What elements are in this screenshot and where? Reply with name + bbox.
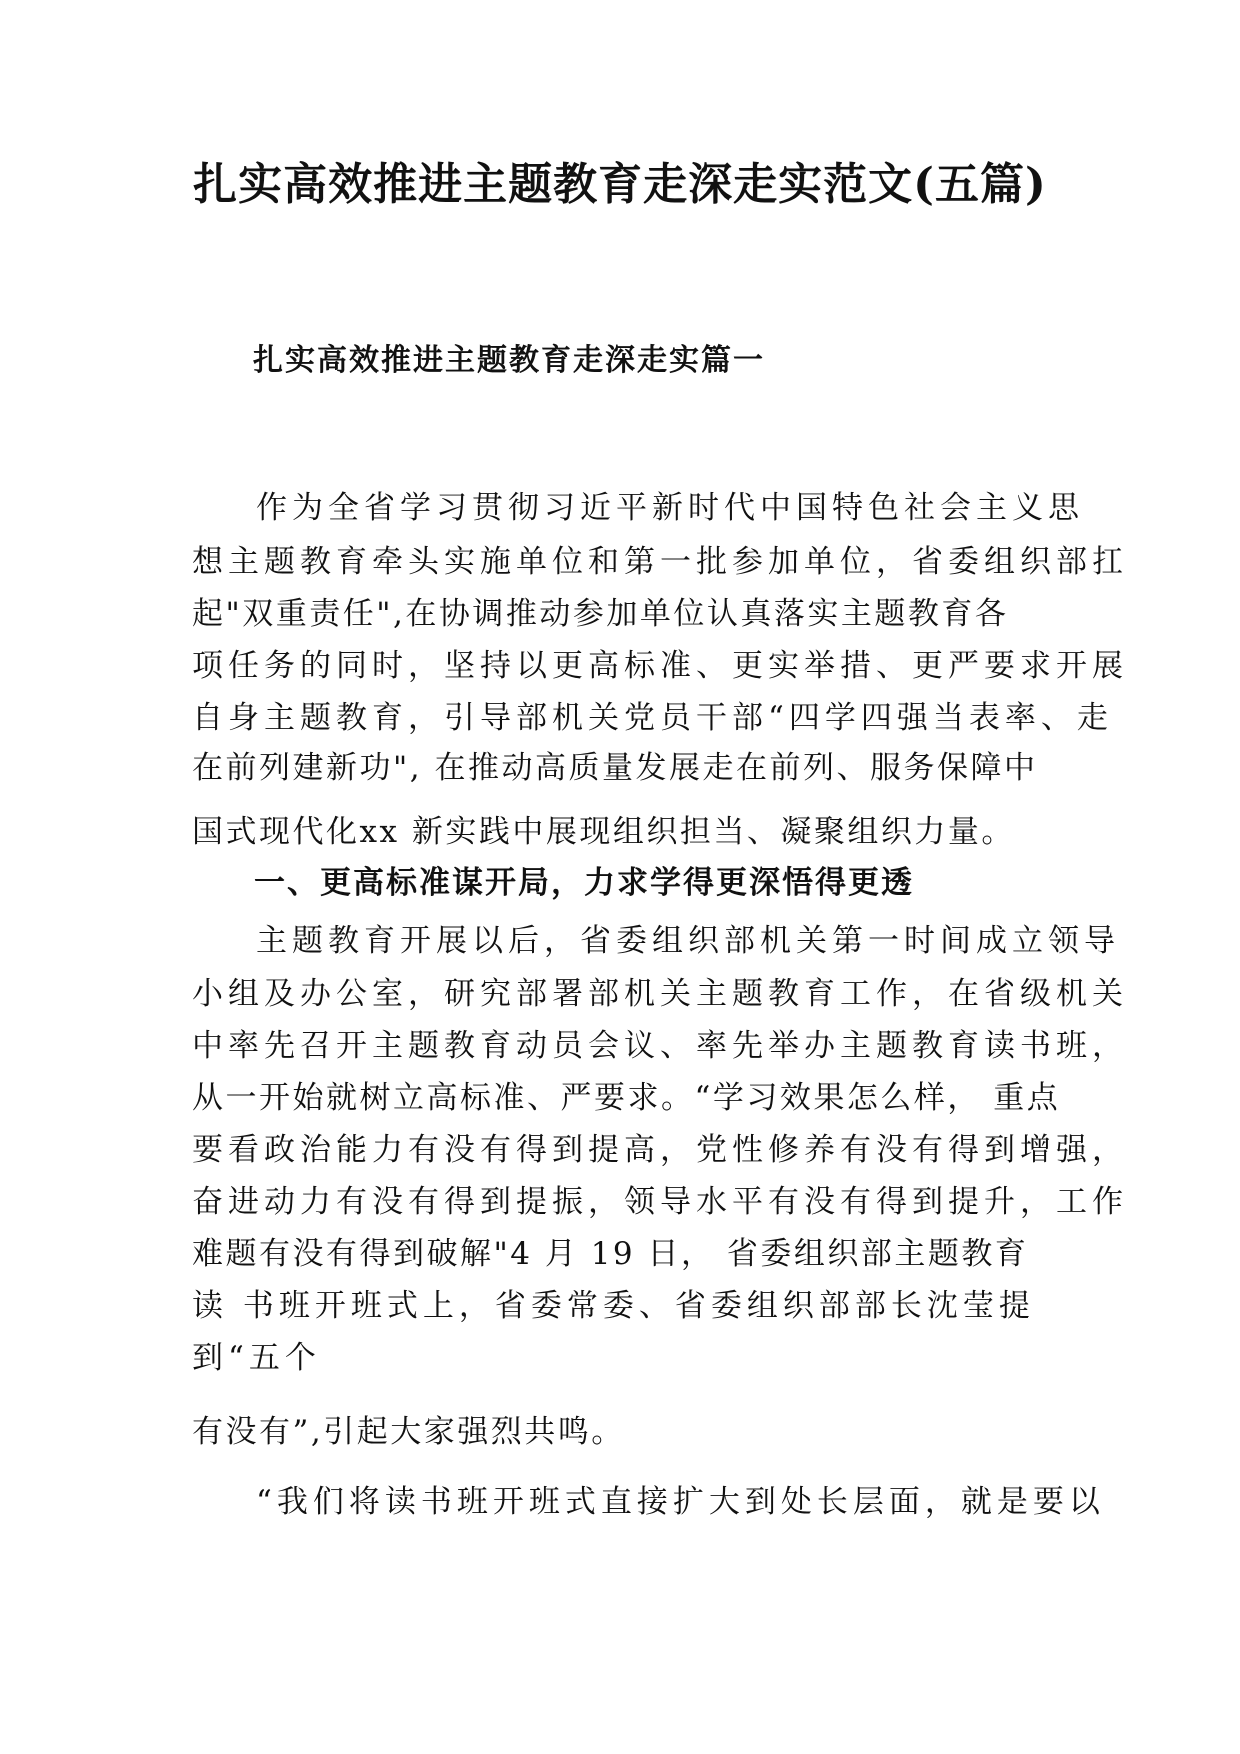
paragraph-line: 想主题教育牵头实施单位和第一批参加单位，省委组织部扛	[192, 544, 1128, 580]
document-title: 扎实高效推进主题教育走深走实范文(五篇)	[193, 159, 1047, 210]
paragraph-line: 主题教育开展以后，省委组织部机关第一时间成立领导	[256, 923, 1120, 959]
paragraph-line: 国式现代化xx 新实践中展现组织担当、凝聚组织力量。	[192, 814, 1015, 850]
paragraph-line: 到“五个	[192, 1340, 321, 1376]
paragraph-line: 小组及办公室，研究部署部机关主题教育工作，在省级机关	[192, 976, 1128, 1012]
paragraph-line: 奋进动力有没有得到提振，领导水平有没有得到提升，工作	[192, 1184, 1128, 1220]
paragraph-line: 项任务的同时，坚持以更高标准、更实举措、更严要求开展	[192, 648, 1128, 684]
paragraph-line: 要看政治能力有没有得到提高，党性修养有没有得到增强，	[192, 1132, 1128, 1168]
paragraph-line: 难题有没有得到破解"4 月 19 日， 省委组织部主题教育	[192, 1236, 1029, 1272]
paragraph-line: 在前列建新功", 在推动高质量发展走在前列、服务保障中	[192, 750, 1038, 786]
paragraph-line: 中率先召开主题教育动员会议、率先举办主题教育读书班，	[192, 1028, 1128, 1064]
paragraph-line: “我们将读书班开班式直接扩大到处长层面，就是要以	[256, 1484, 1105, 1520]
paragraph-line: 读 书班开班式上，省委常委、省委组织部部长沈莹提	[192, 1288, 1035, 1324]
paragraph-line: 作为全省学习贯彻习近平新时代中国特色社会主义思	[256, 490, 1084, 526]
paragraph-line: 自身主题教育，引导部机关党员干部“四学四强当表率、走	[192, 700, 1113, 736]
chapter-title: 扎实高效推进主题教育走深走实篇一	[253, 343, 765, 378]
paragraph-line: 有没有”,引起大家强烈共鸣。	[192, 1414, 625, 1450]
section-heading: 一、更高标准谋开局，力求学得更深悟得更透	[254, 865, 914, 901]
paragraph-line: 起"双重责任",在协调推动参加单位认真落实主题教育各	[192, 596, 1009, 632]
paragraph-line: 从一开始就树立高标准、严要求。“学习效果怎么样， 重点	[192, 1080, 1061, 1116]
